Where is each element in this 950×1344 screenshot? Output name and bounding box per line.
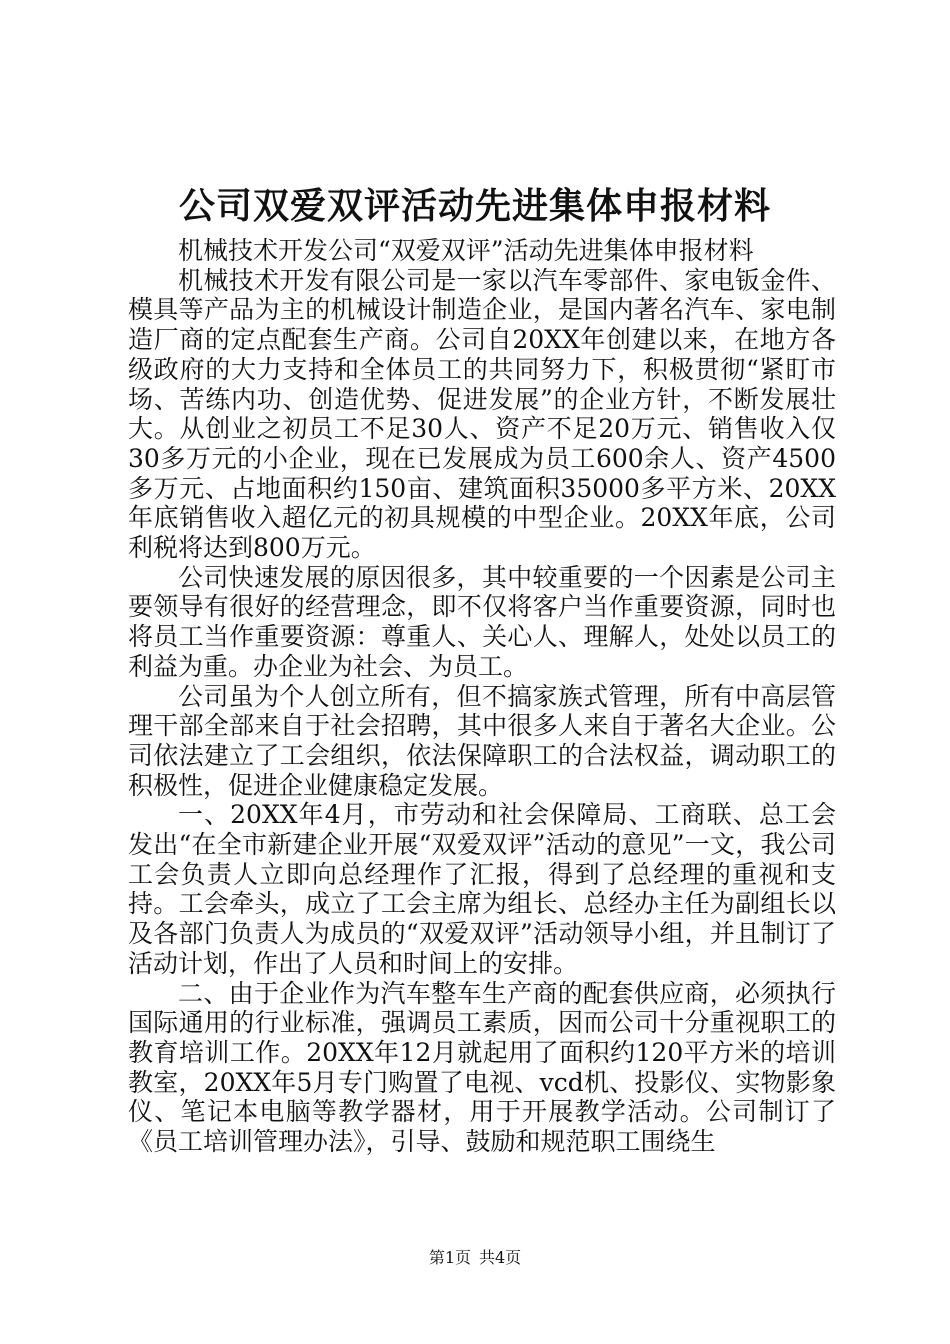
page-total: 共4页: [479, 1248, 522, 1267]
body-paragraph: 公司虽为个人创立所有，但不搞家族式管理，所有中高层管理干部全部来自于社会招聘，其中很多人来自于著名大企业。公司依法建立了工会组织，依法保障职工的合法权益，调动职工的积极性，促进企业健康稳定发展。: [128, 681, 836, 800]
page-footer: [0, 1247, 950, 1269]
document-body: [128, 236, 836, 1157]
document-title: 公司双爱双评活动先进集体申报材料: [178, 186, 771, 227]
body-paragraph: 机械技术开发有限公司是一家以汽车零部件、家电钣金件、模具等产品为主的机械设计制造企业，是国内著名汽车、家电制造厂商的定点配套生产商。公司自20XX年创建以来，在地方各级政府的大力支持和全体员工的共同努力下，积极贯彻“紧盯市场、苦练内功、创造优势、促进发展”的企业方针，不断发展壮大。从创业之初员工不足30人、资产不足20万元、销售收入仅30多万元的小企业，现在已发展成为员工600余人、资产4500多万元、占地面积约150亩、建筑面积35000多平方米、20XX年底销售收入超亿元的初具规模的中型企业。20XX年底，公司利税将达到800万元。: [128, 265, 836, 563]
body-paragraph: 二、由于企业作为汽车整车生产商的配套供应商，必须执行国际通用的行业标准，强调员工素质，因而公司十分重视职工的教育培训工作。20XX年12月就起用了面积约120平方米的培训教室，20XX年5月专门购置了电视、vcd机、投影仪、实物影象仪、笔记本电脑等教学器材，用于开展教学活动。公司制订了《员工培训管理办法》，引导、鼓励和规范职工围绕生: [128, 978, 836, 1157]
subtitle-paragraph: 机械技术开发公司“双爱双评”活动先进集体申报材料: [178, 236, 754, 265]
body-paragraph: 一、20XX年4月，市劳动和社会保障局、工商联、总工会发出“在全市新建企业开展“双爱双评”活动的意见”一文，我公司工会负责人立即向总经理作了汇报，得到了总经理的重视和支持。工会牵头，成立了工会主席为组长、总经办主任为副组长以及各部门负责人为成员的“双爱双评”活动领导小组，并且制订了活动计划，作出了人员和时间上的安排。: [128, 800, 836, 978]
page-number: 第1页: [428, 1248, 471, 1267]
body-paragraph: 公司快速发展的原因很多，其中较重要的一个因素是公司主要领导有很好的经营理念，即不仅将客户当作重要资源，同时也将员工当作重要资源：尊重人、关心人、理解人，处处以员工的利益为重。办企业为社会、为员工。: [128, 562, 836, 681]
